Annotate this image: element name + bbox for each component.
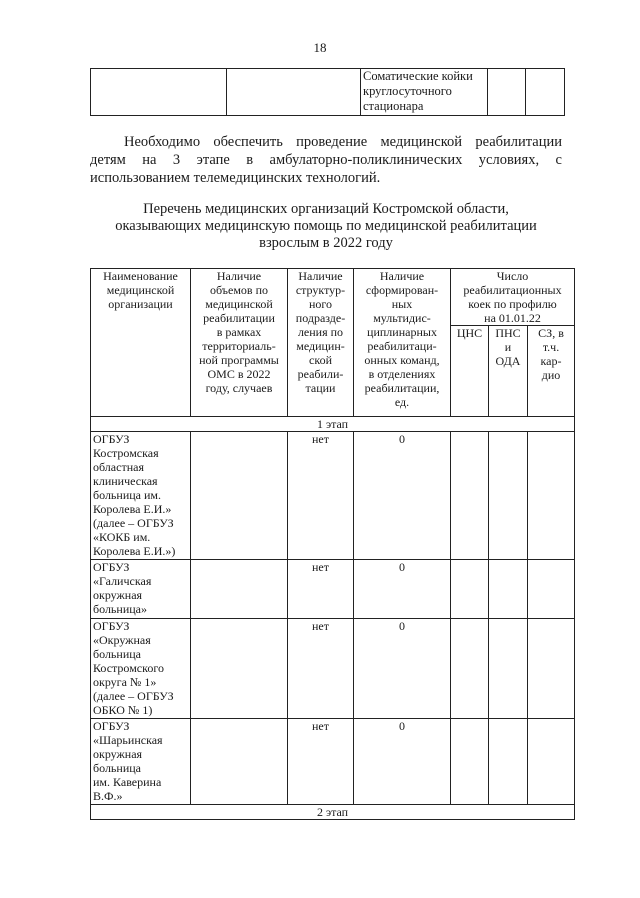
structural-value: нет	[288, 719, 354, 805]
list-title-line: взрослым в 2022 году	[259, 235, 393, 251]
table-cell	[489, 619, 528, 719]
table-cell	[489, 719, 528, 805]
paragraph-text: Необходимо обеспечить проведение медицинской реабилитации детям на 3 этапе в амбулаторно-поликлинических условиях, с использованием телемедицинских технологий.	[90, 134, 562, 186]
list-title	[90, 201, 562, 252]
organizations-table	[90, 268, 575, 820]
paragraph	[90, 133, 562, 187]
teams-value: 0	[354, 432, 451, 560]
table-cell	[191, 719, 288, 805]
table-cell	[528, 719, 575, 805]
table-row	[91, 69, 565, 116]
stage-label: 2 этап	[91, 805, 575, 820]
table-cell	[451, 719, 489, 805]
table-cell	[528, 432, 575, 560]
table-cell	[488, 69, 526, 116]
table-cell	[91, 69, 227, 116]
teams-value: 0	[354, 719, 451, 805]
table-cell	[451, 619, 489, 719]
table-cell	[528, 619, 575, 719]
teams-value: 0	[354, 560, 451, 619]
table-row	[91, 432, 575, 560]
stage-row	[91, 417, 575, 432]
structural-value: нет	[288, 619, 354, 719]
list-title-line: оказывающих медицинскую помощь по медицинской реабилитации	[115, 218, 537, 234]
table-cell	[528, 560, 575, 619]
structural-value: нет	[288, 432, 354, 560]
table-cell	[227, 69, 361, 116]
org-name: ОГБУЗ Костромская областная клиническая больница им. Королева Е.И.» (далее – ОГБУЗ «КОКБ им. Королева Е.И.»)	[91, 432, 191, 560]
table-row	[91, 560, 575, 619]
page-number: 18	[313, 40, 327, 55]
header-cns: ЦНС	[451, 326, 489, 417]
bed-type-cell: Соматические койки круглосуточного стационара	[361, 69, 488, 116]
header-structural: Наличие структур- ного подразде- ления по медицин- ской реабили- тации	[288, 269, 354, 417]
header-name: Наименование медицинской организации	[91, 269, 191, 417]
header-ss: СЗ, в т.ч. кар- дио	[528, 326, 575, 417]
table-cell	[489, 432, 528, 560]
table-cell	[526, 69, 565, 116]
header-beds: Число реабилитационных коек по профилю на 01.01.22	[451, 269, 575, 326]
table-cell	[191, 560, 288, 619]
continuation-table	[90, 68, 565, 116]
table-row	[91, 719, 575, 805]
header-teams: Наличие сформирован- ных мультидис- циплинарных реабилитаци- онных команд, в отделениях реабилитации, ед.	[354, 269, 451, 417]
header-pns: ПНС и ОДА	[489, 326, 528, 417]
table-row	[91, 619, 575, 719]
header-volumes: Наличие объемов по медицинской реабилитации в рамках территориаль- ной программы ОМС в 2022 году, случаев	[191, 269, 288, 417]
table-cell	[191, 432, 288, 560]
table-cell	[489, 560, 528, 619]
teams-value: 0	[354, 619, 451, 719]
org-name: ОГБУЗ «Окружная больница Костромского округа № 1» (далее – ОГБУЗ ОБКО № 1)	[91, 619, 191, 719]
list-title-line: Перечень медицинских организаций Костромской области,	[143, 201, 509, 217]
table-header-row	[91, 269, 575, 326]
table-cell	[191, 619, 288, 719]
table-cell	[451, 432, 489, 560]
org-name: ОГБУЗ «Шарьинская окружная больница им. Каверина В.Ф.»	[91, 719, 191, 805]
stage-row	[91, 805, 575, 820]
structural-value: нет	[288, 560, 354, 619]
stage-label: 1 этап	[91, 417, 575, 432]
table-cell	[451, 560, 489, 619]
org-name: ОГБУЗ «Галичская окружная больница»	[91, 560, 191, 619]
